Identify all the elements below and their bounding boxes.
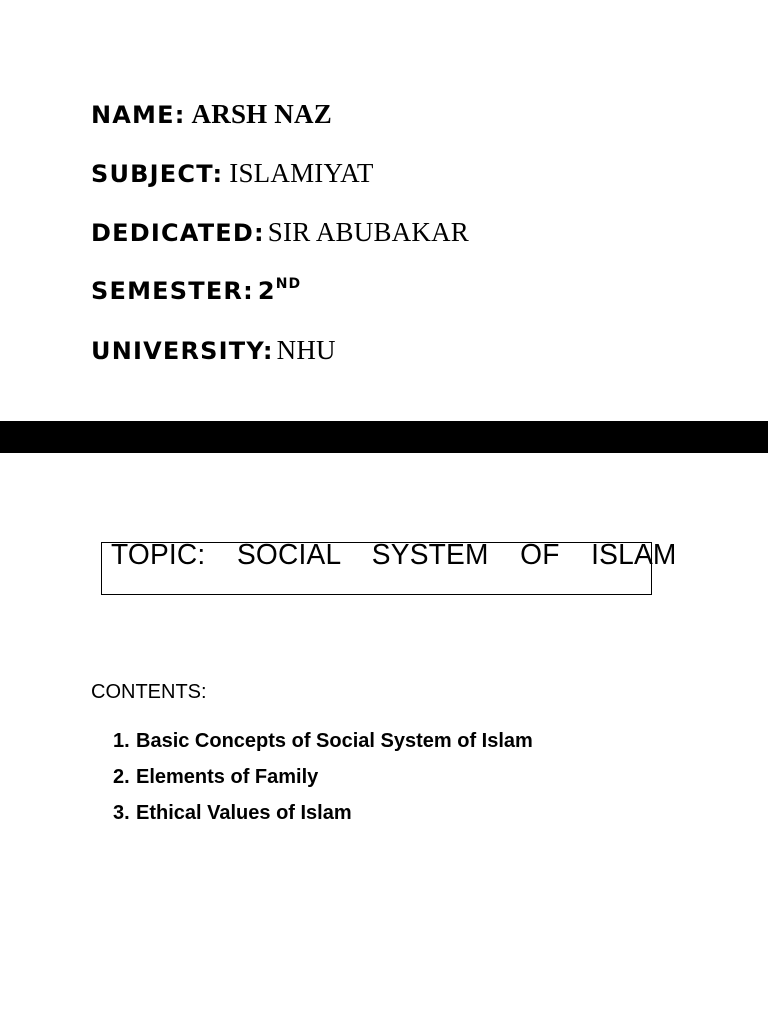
list-item-number: 2.: [113, 766, 130, 788]
semester-value: 2: [257, 277, 276, 305]
university-label: UNIVERSITY:: [91, 337, 274, 365]
semester-label: SEMESTER:: [91, 277, 254, 305]
semester-superscript: ND: [275, 276, 302, 292]
university-field: [91, 337, 336, 364]
list-item-number: 1.: [113, 730, 130, 752]
contents-list: [113, 729, 533, 837]
topic-box: [101, 539, 677, 595]
subject-field: [91, 160, 374, 187]
list-item-text: Basic Concepts of Social System of Islam: [136, 730, 533, 752]
dedicated-value: SIR ABUBAKAR: [267, 217, 469, 247]
topic-title: TOPIC: SOCIAL SYSTEM OF ISLAM: [111, 539, 677, 571]
list-item: [113, 801, 533, 837]
contents-heading: CONTENTS:: [91, 681, 207, 703]
subject-value: ISLAMIYAT: [229, 158, 374, 188]
name-field: [91, 101, 332, 128]
list-item-text: Ethical Values of Islam: [136, 802, 352, 824]
list-item: [113, 765, 533, 801]
list-item-number: 3.: [113, 802, 130, 824]
university-value: NHU: [276, 335, 336, 365]
list-item-text: Elements of Family: [136, 766, 319, 788]
name-label: NAME:: [91, 101, 186, 129]
name-value: ARSH NAZ: [191, 99, 332, 129]
list-item: [113, 729, 533, 765]
subject-label: SUBJECT:: [91, 160, 224, 188]
dedicated-label: DEDICATED:: [91, 219, 265, 247]
semester-field: [91, 276, 302, 305]
dedicated-field: [91, 219, 469, 246]
black-divider-bar: [0, 421, 768, 453]
